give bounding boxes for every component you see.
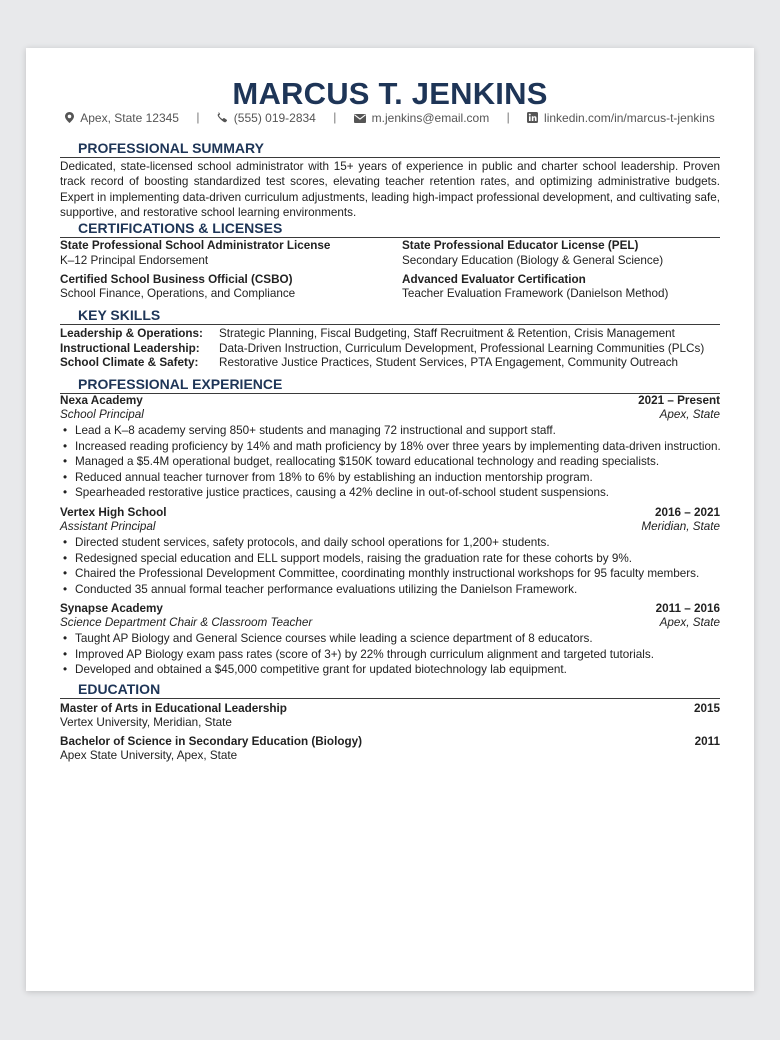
skills-heading: KEY SKILLS [60, 307, 720, 325]
skill-value: Restorative Justice Practices, Student Services, PTA Engagement, Community Outreach [219, 356, 679, 369]
skill-label: Instructional Leadership: [60, 342, 200, 355]
linkedin-link[interactable]: linkedin.com/in/marcus-t-jenkins [544, 110, 715, 125]
summary-heading: PROFESSIONAL SUMMARY [60, 140, 720, 158]
map-pin-icon [65, 112, 74, 123]
job-bullet: • Managed a $5.4M operational budget, reallocating $150K toward educational technology and reading specialists. [60, 454, 720, 470]
education-year: 2015 [693, 702, 720, 715]
certification-detail: Teacher Evaluation Framework (Danielson Method) [402, 287, 669, 300]
certification-name: Certified School Business Official (CSBO) [60, 273, 293, 286]
skill-label: School Climate & Safety: [60, 356, 199, 369]
skill-value: Data-Driven Instruction, Curriculum Development, Professional Learning Communities (PLCs) [219, 342, 705, 355]
job-location: Apex, State [659, 616, 720, 629]
job-bullet: • Directed student services, safety protocols, and daily school operations for 1,200+ students. [60, 535, 720, 551]
job-dates: 2011 – 2016 [655, 602, 720, 615]
job-bullet: • Increased reading proficiency by 14% and math proficiency by 18% over three years by implementing data-driven instruction. [60, 439, 720, 455]
job-bullet: • Redesigned special education and ELL support models, raising the graduation rate for these cohorts by 9%. [60, 551, 720, 567]
location-item [65, 111, 179, 125]
job-bullet: • Spearheaded restorative justice practices, causing a 42% decline in out-of-school student suspensions. [60, 485, 720, 501]
job-role: Assistant Principal [60, 520, 156, 533]
education-school: Apex State University, Apex, State [60, 749, 238, 762]
job-dates: 2016 – 2021 [655, 506, 720, 519]
email-link[interactable]: m.jenkins@email.com [371, 110, 490, 125]
job-role: Science Department Chair & Classroom Teacher [60, 616, 313, 629]
job-bullet: • Improved AP Biology exam pass rates (score of 3+) by 22% through curriculum alignment and targeted tutorials. [60, 647, 720, 663]
job-location: Apex, State [659, 408, 720, 421]
job-dates: 2021 – Present [638, 394, 720, 407]
job-organization: Nexa Academy [60, 394, 143, 407]
certification-name: Advanced Evaluator Certification [402, 273, 586, 286]
certification-detail: K–12 Principal Endorsement [60, 254, 209, 267]
contact-separator: | [333, 110, 337, 124]
phone-text: (555) 019-2834 [233, 110, 316, 125]
job-organization: Vertex High School [60, 506, 167, 519]
skill-value: Strategic Planning, Fiscal Budgeting, Staff Recruitment & Retention, Crisis Management [219, 327, 675, 340]
job-bullet: • Conducted 35 annual formal teacher performance evaluations utilizing the Danielson Framework. [60, 582, 720, 598]
job-bullet: • Taught AP Biology and General Science courses while leading a science department of 8 educators. [60, 631, 720, 647]
job-organization: Synapse Academy [60, 602, 163, 615]
job-location: Meridian, State [641, 520, 720, 533]
certification-detail: Secondary Education (Biology & General Science) [402, 254, 664, 267]
phone-icon [217, 112, 228, 123]
education-school: Vertex University, Meridian, State [60, 716, 232, 729]
certification-name: State Professional School Administrator License [60, 239, 331, 252]
job-bullets [60, 631, 720, 678]
education-year: 2011 [694, 735, 720, 748]
summary-text: Dedicated, state-licensed school administrator with 15+ years of experience in public and charter school leadership. Proven track record of boosting standardized test scores, elevating teacher retention rates, and optimizing administrative budgets. Expert in implementing data-driven curriculum adjustments, leading high-impact professional development, and cultivating safe, supportive, and restorative school learning environments. [60, 160, 720, 219]
certification-name: State Professional Educator License (PEL) [402, 239, 639, 252]
job-bullets [60, 535, 720, 597]
certification-detail: School Finance, Operations, and Compliance [60, 287, 296, 300]
resume-page [26, 48, 754, 991]
linkedin-icon [527, 112, 538, 123]
linkedin-item[interactable] [527, 111, 715, 125]
skill-label: Leadership & Operations: [60, 327, 203, 340]
job-role: School Principal [60, 408, 144, 421]
contact-separator: | [506, 110, 510, 124]
job-bullets [60, 423, 720, 501]
job-bullet: • Reduced annual teacher turnover from 18% to 6% by establishing an induction mentorship program. [60, 470, 720, 486]
envelope-icon [354, 114, 366, 123]
contact-line [60, 110, 720, 125]
experience-heading: PROFESSIONAL EXPERIENCE [60, 376, 720, 394]
contact-separator: | [196, 110, 200, 124]
job-bullet: • Developed and obtained a $45,000 competitive grant for updated biotechnology lab equipment. [60, 662, 720, 678]
certifications-heading: CERTIFICATIONS & LICENSES [60, 220, 720, 238]
education-heading: EDUCATION [60, 681, 720, 699]
education-degree: Bachelor of Science in Secondary Education (Biology) [60, 735, 362, 748]
location-text: Apex, State 12345 [80, 110, 179, 125]
job-bullet: • Chaired the Professional Development Committee, coordinating monthly instructional workshops for 95 faculty members. [60, 566, 720, 582]
job-bullet: • Lead a K–8 academy serving 850+ students and managing 72 instructional and support staff. [60, 423, 720, 439]
education-degree: Master of Arts in Educational Leadership [60, 702, 287, 715]
email-item[interactable] [354, 111, 490, 125]
candidate-name: MARCUS T. JENKINS [232, 76, 548, 111]
phone-item [217, 111, 316, 125]
